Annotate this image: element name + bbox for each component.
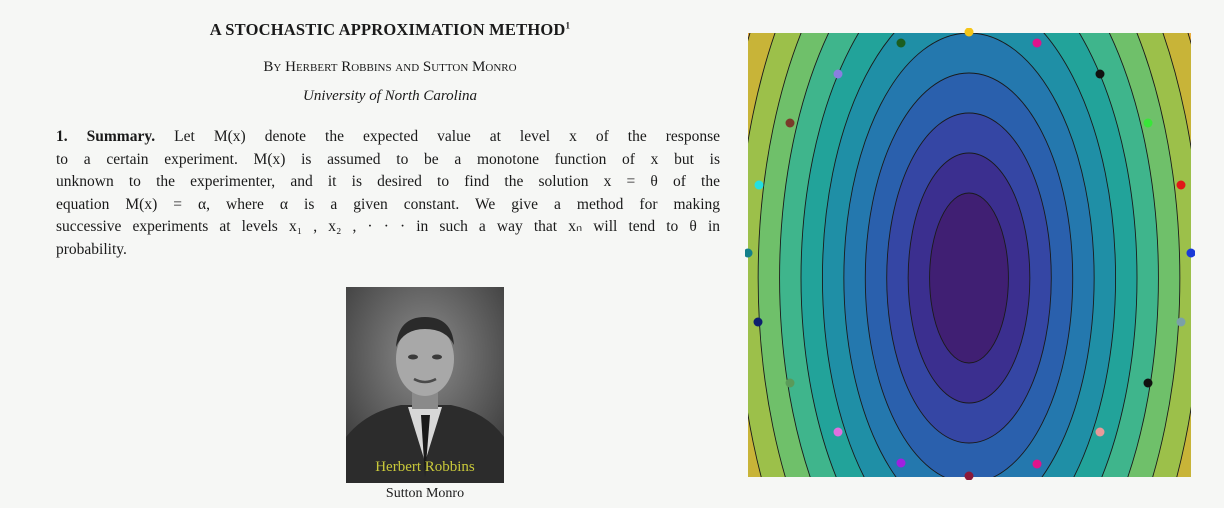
title-footnote: 1 (565, 20, 571, 31)
sample-point (786, 119, 795, 128)
photo-caption: Sutton Monro (385, 486, 465, 501)
sample-point (1033, 460, 1042, 469)
portrait-image (346, 287, 504, 483)
summary-line: equation M(x) = α, where α is a given constant. We give a method for making (56, 195, 720, 213)
contour-svg (745, 28, 1195, 480)
sample-point (834, 70, 843, 79)
sample-point (1144, 119, 1153, 128)
summary-line: successive experiments at levels x₁ , x₂ , · · · in such a way that xₙ will tend to θ in (56, 218, 720, 235)
sample-point (1144, 379, 1153, 388)
summary-paragraph (56, 126, 720, 261)
sample-point (754, 318, 763, 327)
sample-point (755, 181, 764, 190)
paper-authors: By Herbert Robbins and Sutton Monro (263, 59, 517, 75)
sample-point (786, 379, 795, 388)
contour-level (930, 193, 1009, 363)
sample-point (897, 39, 906, 48)
summary-line: unknown to the experimenter, and it is desired to find the solution x = θ of the (56, 173, 720, 190)
summary-heading: 1. Summary. (56, 128, 156, 145)
sample-point (1096, 428, 1105, 437)
sample-point (1033, 39, 1042, 48)
contour-plot (745, 28, 1195, 480)
summary-line: probability. (56, 240, 127, 258)
sample-point (897, 459, 906, 468)
author-photo (346, 287, 504, 483)
sample-point (1177, 181, 1186, 190)
summary-line: to a certain experiment. M(x) is assumed to be a monotone function of x but is (56, 150, 720, 168)
paper-affiliation: University of North Carolina (302, 88, 478, 104)
sample-point (834, 428, 843, 437)
photo-overlay-name: Herbert Robbins (375, 459, 475, 475)
paper-title: A STOCHASTIC APPROXIMATION METHOD$^1$ (209, 20, 571, 39)
sample-point (1096, 70, 1105, 79)
summary-line: 1. Summary. Let M(x) denote the expected value at level x of the response (56, 128, 720, 145)
sample-point (1177, 318, 1186, 327)
